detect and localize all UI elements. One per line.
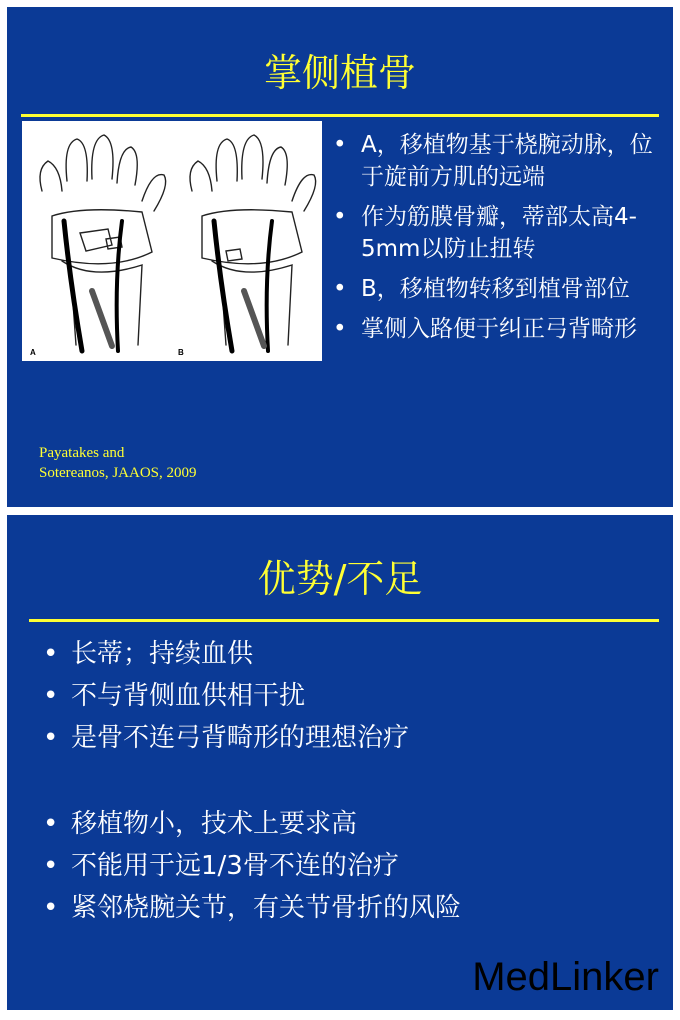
- title-underline: [21, 114, 659, 117]
- citation-line-2: Sotereanos, JAAOS, 2009: [39, 465, 197, 481]
- disadvantage-item: • 不能用于远1/3骨不连的治疗: [43, 845, 663, 887]
- list-item: • 掌侧入路便于纠正弓背畸形: [333, 313, 663, 345]
- disadvantage-item: • 移植物小，技术上要求高: [43, 803, 663, 845]
- advantage-item: • 是骨不连弓背畸形的理想治疗: [43, 717, 663, 759]
- bullet-icon: •: [333, 316, 347, 342]
- bullet-icon: •: [43, 639, 59, 669]
- disadvantage-item: • 紧邻桡腕关节，有关节骨折的风险: [43, 887, 663, 929]
- vessel-b-right: [267, 221, 272, 351]
- volar-graft-bullets: [333, 129, 663, 353]
- advantage-item: • 长蒂；持续血供: [43, 633, 663, 675]
- medlinker-watermark: MedLinker: [472, 955, 659, 999]
- advantage-item: • 不与背侧血供相干扰: [43, 675, 663, 717]
- bullet-icon: •: [333, 132, 347, 158]
- figure-label-a: A: [30, 348, 36, 357]
- slide-title: 优势/不足: [257, 557, 423, 601]
- slide-title: 掌侧植骨: [263, 51, 416, 95]
- slide-volar-graft: [7, 7, 673, 507]
- list-item: • 作为筋膜骨瓣，蒂部太高4-5mm以防止扭转: [333, 201, 663, 265]
- vessel-b-left: [214, 221, 232, 351]
- wrist-diagram-svg: [22, 121, 322, 361]
- bullet-icon: •: [333, 204, 347, 230]
- bullet-icon: •: [43, 893, 59, 923]
- wrist-illustration: [22, 121, 322, 361]
- slide-pros-cons: [7, 515, 673, 1010]
- title-underline: [29, 619, 659, 622]
- bullet-icon: •: [333, 276, 347, 302]
- vessel-a-left: [64, 221, 82, 351]
- bullet-icon: •: [43, 681, 59, 711]
- bullet-icon: •: [43, 851, 59, 881]
- list-item: • A，移植物基于桡腕动脉，位于旋前方肌的远端: [333, 129, 663, 193]
- retractor-a: [92, 291, 112, 346]
- figure-label-b: B: [178, 348, 184, 357]
- list-item: • B，移植物转移到植骨部位: [333, 273, 663, 305]
- pros-cons-bullets: [43, 633, 663, 929]
- citation-line-1: Payatakes and: [39, 445, 125, 461]
- citation: [39, 443, 197, 483]
- vessel-a-right: [117, 221, 122, 351]
- retractor-b: [244, 291, 264, 346]
- bullet-icon: •: [43, 809, 59, 839]
- bullet-icon: •: [43, 723, 59, 753]
